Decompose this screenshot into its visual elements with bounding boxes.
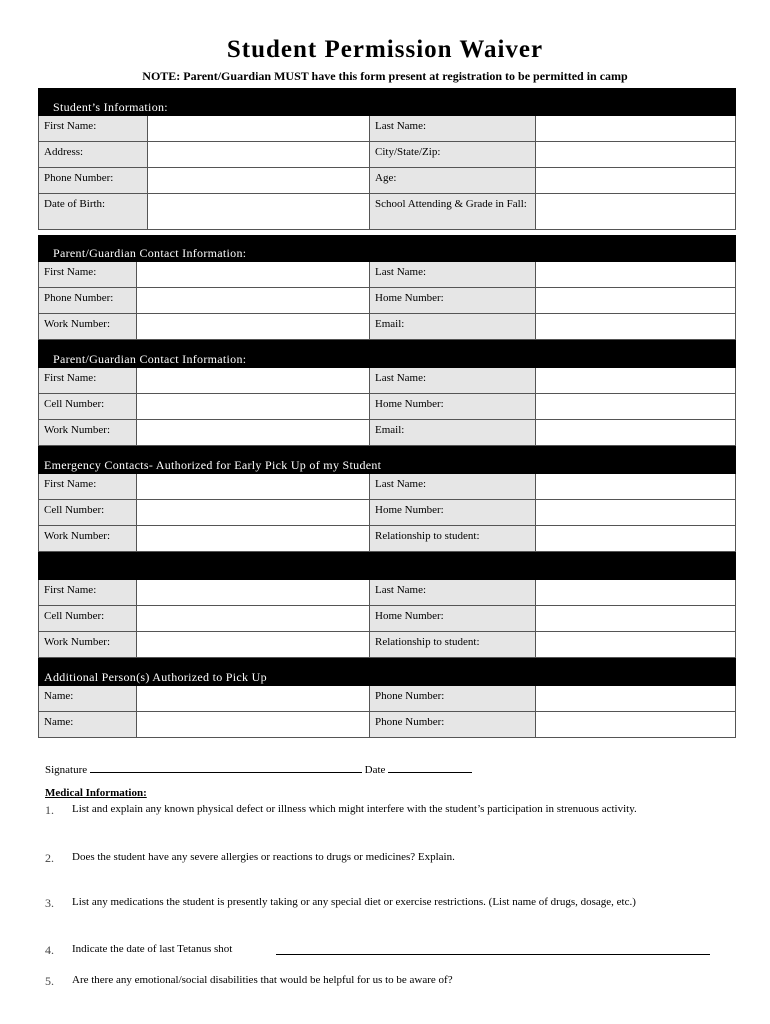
field-label: First Name: bbox=[39, 368, 136, 393]
question-number: 5. bbox=[45, 974, 54, 988]
field-input[interactable] bbox=[147, 116, 370, 141]
form-row bbox=[38, 142, 736, 168]
field-input[interactable] bbox=[535, 142, 735, 167]
field-label: Cell Number: bbox=[39, 394, 136, 419]
medical-question-1 bbox=[45, 803, 637, 818]
field-input[interactable] bbox=[136, 420, 370, 445]
section-header-emergency2 bbox=[38, 552, 736, 580]
form-row bbox=[38, 580, 736, 606]
form-row bbox=[38, 168, 736, 194]
field-input[interactable] bbox=[535, 262, 735, 287]
field-input[interactable] bbox=[136, 606, 370, 631]
field-label: Work Number: bbox=[39, 420, 136, 445]
field-input[interactable] bbox=[136, 632, 370, 657]
date-field[interactable] bbox=[388, 762, 472, 773]
field-label: Cell Number: bbox=[39, 606, 136, 631]
field-label: Work Number: bbox=[39, 314, 136, 339]
form-row bbox=[38, 116, 736, 142]
section-header-additional: Additional Person(s) Authorized to Pick Up bbox=[38, 658, 736, 686]
field-input[interactable] bbox=[535, 368, 735, 393]
field-label: Address: bbox=[39, 142, 147, 167]
field-label: Home Number: bbox=[370, 394, 535, 419]
section-header-guardian2: Parent/Guardian Contact Information: bbox=[38, 340, 736, 368]
field-label: Last Name: bbox=[370, 368, 535, 393]
field-input[interactable] bbox=[535, 632, 735, 657]
field-label: Cell Number: bbox=[39, 500, 136, 525]
question-number: 3. bbox=[45, 896, 54, 910]
form-row bbox=[38, 632, 736, 658]
form-row bbox=[38, 686, 736, 712]
field-label: Last Name: bbox=[370, 580, 535, 605]
field-label: City/State/Zip: bbox=[370, 142, 535, 167]
field-input[interactable] bbox=[535, 288, 735, 313]
field-input[interactable] bbox=[147, 194, 370, 229]
field-input[interactable] bbox=[136, 474, 370, 499]
field-label: Phone Number: bbox=[39, 168, 147, 193]
field-label: Phone Number: bbox=[370, 686, 535, 711]
field-label: Date of Birth: bbox=[39, 194, 147, 229]
signature-line bbox=[45, 762, 472, 776]
field-input[interactable] bbox=[535, 606, 735, 631]
field-label: Relationship to student: bbox=[370, 632, 535, 657]
form-row bbox=[38, 262, 736, 288]
field-input[interactable] bbox=[535, 686, 735, 711]
field-input[interactable] bbox=[136, 686, 370, 711]
field-input[interactable] bbox=[535, 474, 735, 499]
field-label: Home Number: bbox=[370, 500, 535, 525]
field-input[interactable] bbox=[136, 526, 370, 551]
form-note: NOTE: Parent/Guardian MUST have this form present at registration to be permitted in camp bbox=[142, 69, 628, 83]
field-label: Last Name: bbox=[370, 474, 535, 499]
medical-question-4 bbox=[45, 943, 232, 958]
date-label: Date bbox=[364, 764, 386, 776]
form-row bbox=[38, 526, 736, 552]
field-input[interactable] bbox=[535, 580, 735, 605]
form-row bbox=[38, 314, 736, 340]
medical-question-5 bbox=[45, 974, 453, 989]
question-text: Indicate the date of last Tetanus shot bbox=[72, 943, 233, 955]
field-input[interactable] bbox=[535, 168, 735, 193]
question-text: Does the student have any severe allergies or reactions to drugs or medicines? Explain. bbox=[72, 851, 455, 863]
form-row bbox=[38, 500, 736, 526]
medical-question-2 bbox=[45, 851, 455, 866]
field-label: Work Number: bbox=[39, 632, 136, 657]
question-text: Are there any emotional/social disabilities that would be helpful for us to be aware of? bbox=[72, 974, 453, 986]
section-header-guardian1: Parent/Guardian Contact Information: bbox=[38, 235, 736, 262]
tetanus-date-field[interactable] bbox=[276, 954, 710, 955]
field-label: Name: bbox=[39, 686, 136, 711]
field-label: First Name: bbox=[39, 116, 147, 141]
field-label: Age: bbox=[370, 168, 535, 193]
form-row bbox=[38, 606, 736, 632]
field-label: First Name: bbox=[39, 262, 136, 287]
field-label: Email: bbox=[370, 420, 535, 445]
field-input[interactable] bbox=[136, 314, 370, 339]
field-input[interactable] bbox=[136, 580, 370, 605]
field-label: School Attending & Grade in Fall: bbox=[370, 194, 535, 229]
question-number: 1. bbox=[45, 803, 54, 817]
field-label: Relationship to student: bbox=[370, 526, 535, 551]
field-label: Phone Number: bbox=[370, 712, 535, 737]
field-input[interactable] bbox=[535, 712, 735, 737]
form-row bbox=[38, 420, 736, 446]
section-header-student: Student’s Information: bbox=[38, 88, 736, 116]
field-input[interactable] bbox=[136, 368, 370, 393]
field-input[interactable] bbox=[136, 394, 370, 419]
field-label: First Name: bbox=[39, 580, 136, 605]
form-row bbox=[38, 194, 736, 230]
form-row bbox=[38, 288, 736, 314]
signature-label: Signature bbox=[45, 764, 88, 776]
field-input[interactable] bbox=[535, 500, 735, 525]
field-label: First Name: bbox=[39, 474, 136, 499]
form-title: Student Permission Waiver bbox=[226, 36, 544, 63]
field-label: Email: bbox=[370, 314, 535, 339]
field-input[interactable] bbox=[136, 288, 370, 313]
field-input[interactable] bbox=[136, 262, 370, 287]
field-label: Home Number: bbox=[370, 288, 535, 313]
form-row bbox=[38, 474, 736, 500]
field-input[interactable] bbox=[147, 168, 370, 193]
field-input[interactable] bbox=[535, 420, 735, 445]
field-input[interactable] bbox=[535, 194, 735, 229]
form-row bbox=[38, 712, 736, 738]
form-row bbox=[38, 394, 736, 420]
field-label: Home Number: bbox=[370, 606, 535, 631]
medical-header: Medical Information: bbox=[45, 787, 147, 799]
field-label: Phone Number: bbox=[39, 288, 136, 313]
signature-field[interactable] bbox=[90, 762, 362, 773]
field-input[interactable] bbox=[535, 116, 735, 141]
medical-question-3 bbox=[45, 896, 636, 911]
field-input[interactable] bbox=[136, 712, 370, 737]
question-number: 2. bbox=[45, 851, 54, 865]
field-label: Last Name: bbox=[370, 262, 535, 287]
field-input[interactable] bbox=[535, 314, 735, 339]
field-input[interactable] bbox=[136, 500, 370, 525]
field-label: Name: bbox=[39, 712, 136, 737]
field-label: Last Name: bbox=[370, 116, 535, 141]
question-text: List and explain any known physical defect or illness which might interfere with the student’s participation in strenuous activity. bbox=[72, 803, 637, 815]
field-label: Work Number: bbox=[39, 526, 136, 551]
field-input[interactable] bbox=[535, 526, 735, 551]
field-input[interactable] bbox=[147, 142, 370, 167]
section-header-emergency1: Emergency Contacts- Authorized for Early Pick Up of my Student bbox=[38, 446, 736, 474]
question-number: 4. bbox=[45, 943, 54, 957]
form-row bbox=[38, 368, 736, 394]
field-input[interactable] bbox=[535, 394, 735, 419]
question-text: List any medications the student is presently taking or any special diet or exercise restrictions. (List name of drugs, dosage, etc.) bbox=[72, 896, 636, 908]
